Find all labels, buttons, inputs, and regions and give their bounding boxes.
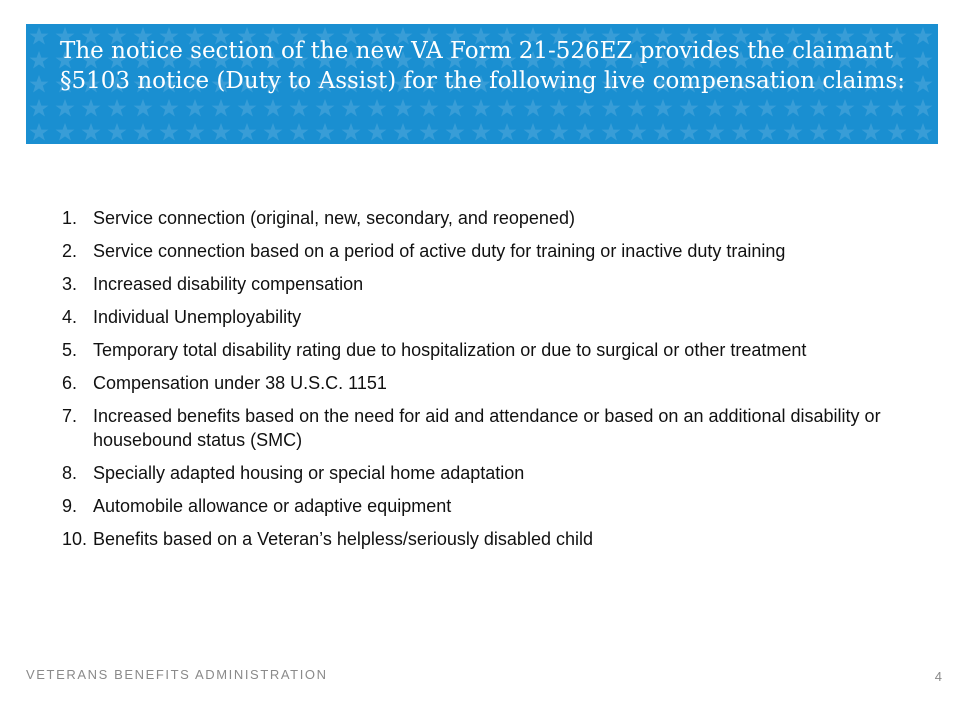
list-item-text: Automobile allowance or adaptive equipment <box>93 496 452 516</box>
list-item-text: Increased disability compensation <box>93 274 364 294</box>
title-banner <box>26 24 938 144</box>
list-item <box>62 371 902 395</box>
list-item <box>62 272 902 296</box>
footer-organization: VETERANS BENEFITS ADMINISTRATION <box>26 667 328 682</box>
list-item-number: 9. <box>62 496 78 516</box>
list-item <box>62 239 902 263</box>
list-item-number: 6. <box>62 373 78 393</box>
slide-title: The notice section of the new VA Form 21-526EZ provides the claimant §5103 notice (Duty to Assist) for the following live compensation claims: <box>60 38 906 94</box>
list-item-number: 4. <box>62 307 78 327</box>
list-item-text: Benefits based on a Veteran’s helpless/seriously disabled child <box>93 529 593 549</box>
list-item <box>62 461 902 485</box>
list-item-number: 10. <box>62 529 88 549</box>
claims-list <box>62 206 902 560</box>
list-item-number: 7. <box>62 406 78 426</box>
list-item-number: 5. <box>62 340 78 360</box>
list-item-number: 8. <box>62 463 78 483</box>
list-item-number: 1. <box>62 208 78 228</box>
list-item-text: Service connection based on a period of active duty for training or inactive duty training <box>93 241 786 261</box>
list-item <box>62 494 902 518</box>
list-item-number: 3. <box>62 274 78 294</box>
list-item <box>62 338 902 362</box>
list-item <box>62 404 902 452</box>
list-item-text: Individual Unemployability <box>93 307 302 327</box>
list-item-number: 2. <box>62 241 78 261</box>
list-item <box>62 206 902 230</box>
list-item-text: Compensation under 38 U.S.C. 1151 <box>93 373 387 393</box>
list-item-text: Specially adapted housing or special home adaptation <box>93 463 525 483</box>
list-item-text: Temporary total disability rating due to hospitalization or due to surgical or other treatment <box>93 340 807 360</box>
list-item <box>62 305 902 329</box>
list-item-text: Service connection (original, new, secondary, and reopened) <box>93 208 575 228</box>
list-item <box>62 527 902 551</box>
list-item-text: Increased benefits based on the need for aid and attendance or based on an additional disability or housebound status (SMC) <box>93 406 881 450</box>
page-number: 4 <box>934 669 942 684</box>
